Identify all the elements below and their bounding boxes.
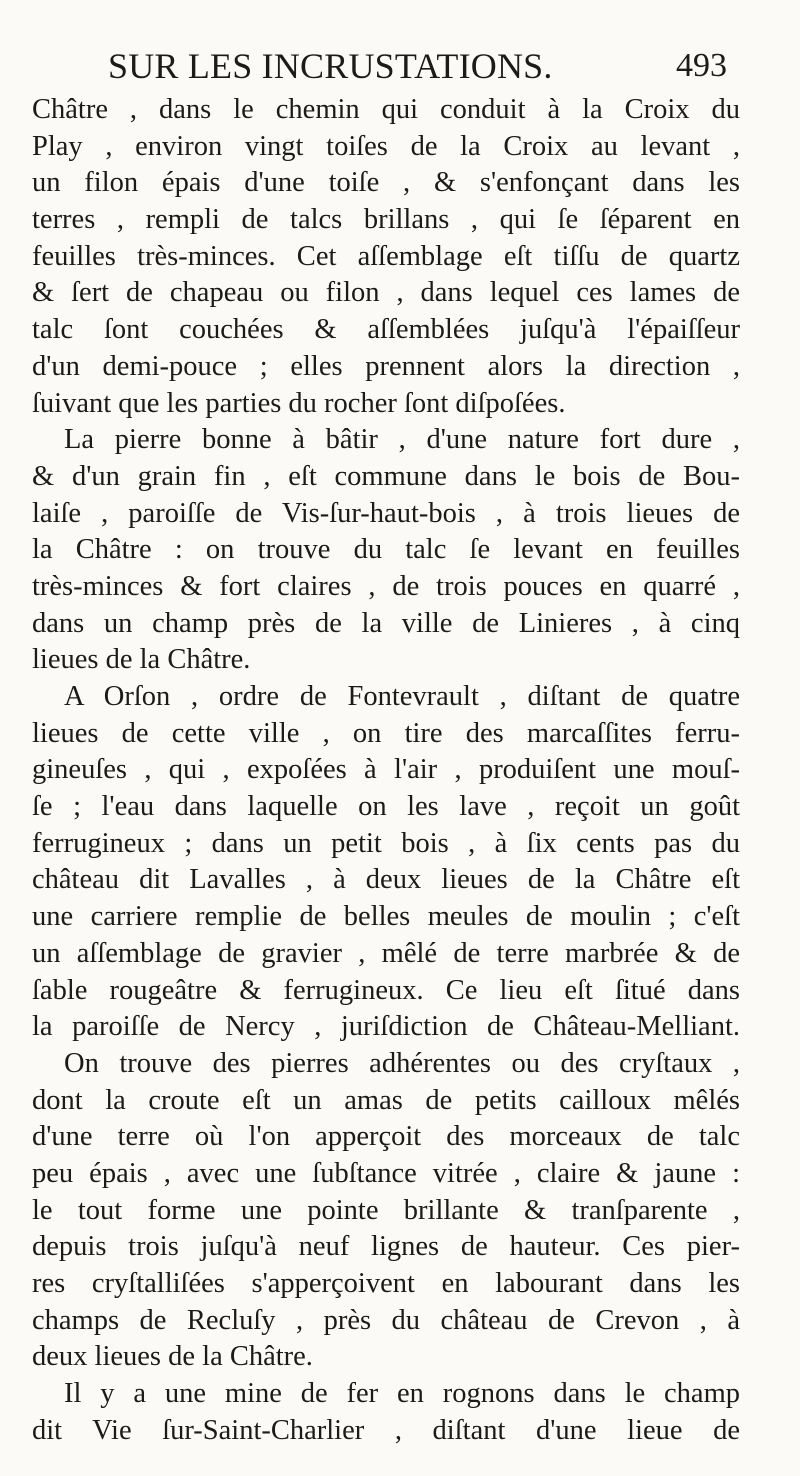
text-line: d'un demi-pouce ; elles prennent alors la direction , xyxy=(32,350,740,382)
paragraph-first-line: On trouve des pierres adhérentes ou des cryſtaux , xyxy=(64,1047,740,1079)
text-line: Châtre , dans le chemin qui conduit à la Croix du xyxy=(32,94,740,125)
text-line: ſable rougeâtre & ferrugineux. Ce lieu eſt ſitué dans xyxy=(32,974,740,1006)
text-line: d'une terre où l'on apperçoit des morceaux de talc xyxy=(32,1121,740,1153)
text-line: ſuivant que les parties du rocher ſont diſpoſées. xyxy=(32,387,566,419)
text-line: très-minces & fort claires , de trois pouces en quarré , xyxy=(32,570,740,602)
text-line: laiſe , paroiſſe de Vis-ſur-haut-bois , à trois lieues de xyxy=(32,497,740,529)
text-line: la Châtre : on trouve du talc ſe levant en feuilles xyxy=(32,534,740,566)
page-number: 493 xyxy=(676,47,727,84)
text-line: deux lieues de la Châtre. xyxy=(32,1341,313,1373)
paragraph-first-line: A Orſon , ordre de Fontevrault , diſtant de quatre xyxy=(64,681,740,712)
running-title: SUR LES INCRUSTATIONS. xyxy=(108,46,553,86)
text-line: dont la croute eſt un amas de petits cailloux mêlés xyxy=(32,1084,740,1116)
body-text xyxy=(32,92,740,1449)
text-line: lieues de la Châtre. xyxy=(32,644,251,676)
text-line: res cryſtalliſées s'apperçoivent en labourant dans les xyxy=(32,1268,740,1299)
text-line: peu épais , avec une ſubſtance vitrée , claire & jaune : xyxy=(32,1157,740,1189)
text-line: un filon épais d'une toiſe , & s'enfonçant dans les xyxy=(32,167,740,199)
text-line: Play , environ vingt toiſes de la Croix au levant , xyxy=(32,130,740,162)
paragraph-first-line: Il y a une mine de fer en rognons dans le champ xyxy=(64,1378,740,1410)
text-line: talc ſont couchées & aſſemblées juſqu'à l'épaiſſeur xyxy=(32,314,740,346)
text-line: château dit Lavalles , à deux lieues de la Châtre eſt xyxy=(32,864,740,896)
text-line: & d'un grain fin , eſt commune dans le bois de Bou- xyxy=(32,460,740,492)
text-line: un aſſemblage de gravier , mêlé de terre marbrée & de xyxy=(32,937,740,969)
text-line: & ſert de chapeau ou filon , dans lequel ces lames de xyxy=(32,277,740,309)
text-line: une carriere remplie de belles meules de moulin ; c'eſt xyxy=(32,901,740,933)
running-head xyxy=(0,40,800,92)
text-line: depuis trois juſqu'à neuf lignes de hauteur. Ces pier- xyxy=(32,1231,740,1263)
text-line: le tout forme une pointe brillante & tranſparente , xyxy=(32,1194,740,1226)
text-line: ſe ; l'eau dans laquelle on les lave , reçoit un goût xyxy=(32,791,740,823)
text-line: champs de Recluſy , près du château de Crevon , à xyxy=(32,1304,740,1336)
paragraph-first-line: La pierre bonne à bâtir , d'une nature fort dure , xyxy=(64,424,740,456)
text-line: feuilles très-minces. Cet aſſemblage eſt tiſſu de quartz xyxy=(32,240,740,272)
text-line: dans un champ près de la ville de Linieres , à cinq xyxy=(32,607,740,639)
text-line: ferrugineux ; dans un petit bois , à ſix cents pas du xyxy=(32,827,740,859)
text-line: gineuſes , qui , expoſées à l'air , produiſent une mouſ- xyxy=(32,754,740,786)
text-line: la paroiſſe de Nercy , juriſdiction de Château-Melliant. xyxy=(32,1011,740,1043)
text-line: terres , rempli de talcs brillans , qui ſe ſéparent en xyxy=(32,204,740,236)
text-line: dit Vie ſur-Saint-Charlier , diſtant d'une lieue de xyxy=(32,1414,740,1446)
text-line: lieues de cette ville , on tire des marcaſſites ferru- xyxy=(32,717,740,749)
